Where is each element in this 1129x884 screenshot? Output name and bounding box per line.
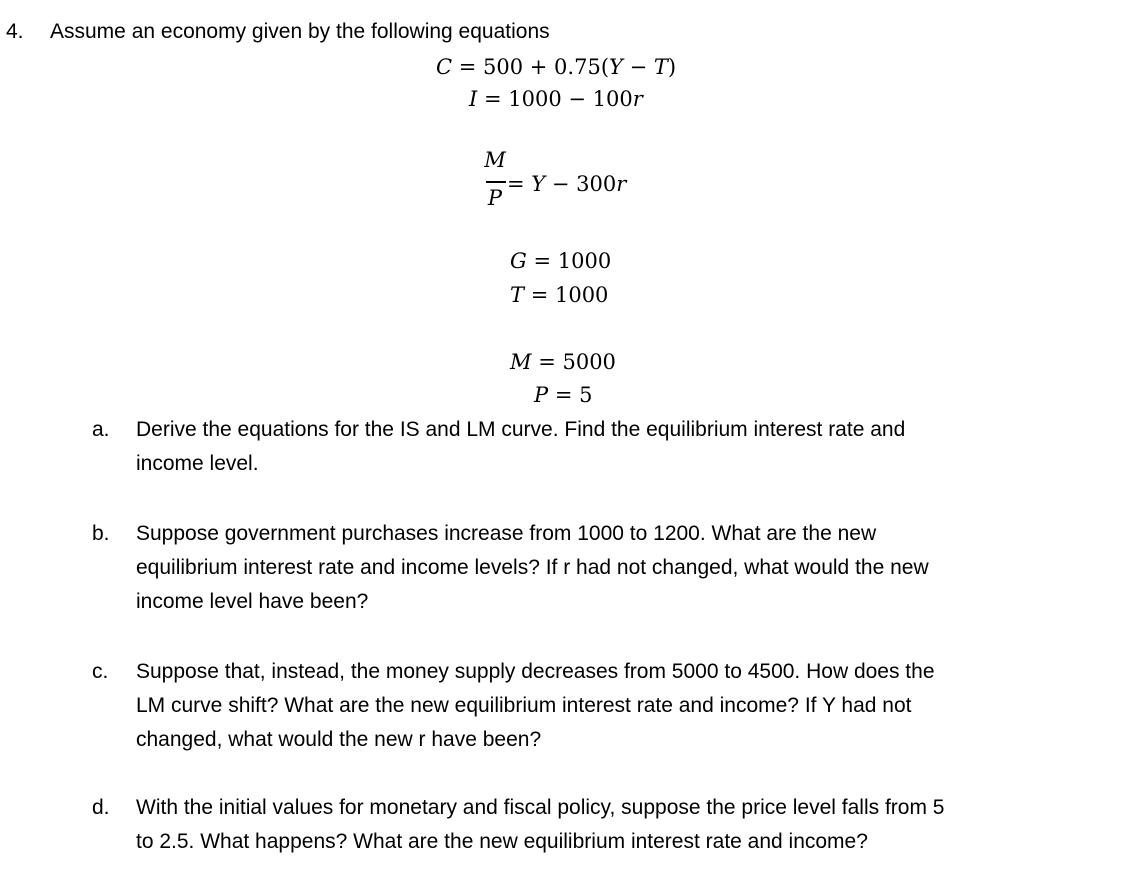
part-c-label: c. (92, 660, 109, 683)
fraction-bar (486, 181, 506, 183)
part-a-label: a. (92, 418, 110, 441)
eq-taxes-rhs: 1000 (554, 283, 609, 307)
eq-government-rhs: 1000 (557, 249, 612, 273)
part-d-line-1: With the initial values for monetary and fiscal policy, suppose the price level falls from 5 (136, 796, 945, 819)
question-intro: Assume an economy given by the following equations (50, 20, 550, 43)
part-b-line-1: Suppose government purchases increase from 1000 to 1200. What are the new (136, 522, 877, 545)
eq-consumption-lhs: C (436, 55, 453, 79)
equation-investment (469, 84, 643, 114)
eq-government-lhs: G (510, 249, 527, 273)
part-b-line-3: income level have been? (136, 590, 369, 613)
part-c-line-1: Suppose that, instead, the money supply decreases from 5000 to 4500. How does the (136, 660, 935, 683)
eq-money-supply-lhs: M (510, 350, 532, 374)
question-number: 4. (6, 20, 24, 43)
part-b-label: b. (92, 522, 110, 545)
fraction-denominator: P (487, 186, 503, 210)
equation-price-level (534, 380, 592, 410)
eq-consumption-y: Y (609, 55, 623, 79)
eq-government-equals: = (526, 249, 558, 273)
eq-investment-lhs: I (469, 87, 478, 111)
eq-consumption-close: ) (667, 55, 677, 79)
eq-price-level-equals: = (548, 383, 580, 407)
equation-government (510, 246, 611, 276)
eq-taxes-lhs: T (510, 283, 525, 307)
eq-money-y: Y (531, 172, 546, 196)
eq-price-level-rhs: 5 (579, 383, 593, 407)
part-d-line-2: to 2.5. What happens? What are the new equilibrium interest rate and income? (136, 830, 868, 853)
equation-money-rhs (507, 169, 626, 199)
part-b-line-2: equilibrium interest rate and income levels? If r had not changed, what would the new (136, 556, 929, 579)
equation-taxes (510, 280, 608, 310)
eq-money-supply-rhs: 5000 (562, 350, 616, 374)
eq-money-equals: = (507, 172, 532, 196)
part-a-line-1: Derive the equations for the IS and LM curve. Find the equilibrium interest rate and (136, 418, 906, 441)
eq-investment-equals: = (477, 87, 509, 111)
part-a-line-2: income level. (136, 452, 259, 475)
equation-consumption (436, 52, 676, 82)
eq-investment-r: r (632, 87, 643, 111)
eq-money-supply-equals: = (531, 350, 563, 374)
fraction-numerator: M (484, 148, 506, 172)
eq-taxes-equals: = (524, 283, 555, 307)
eq-consumption-rhs: 500 + 0.75( (483, 55, 610, 79)
eq-consumption-t: T (653, 55, 668, 79)
part-d-label: d. (92, 796, 110, 819)
eq-investment-rhs: 1000 − 100 (508, 87, 633, 111)
eq-money-r: r (616, 172, 627, 196)
equation-money-supply (510, 347, 616, 377)
part-c-line-3: changed, what would the new r have been? (136, 728, 542, 751)
eq-money-rhs: − 300 (545, 172, 617, 196)
eq-price-level-lhs: P (534, 383, 549, 407)
eq-consumption-equals: = (452, 55, 484, 79)
eq-consumption-minus: − (622, 55, 654, 79)
part-c-line-2: LM curve shift? What are the new equilibrium interest rate and income? If Y had not (136, 694, 912, 717)
